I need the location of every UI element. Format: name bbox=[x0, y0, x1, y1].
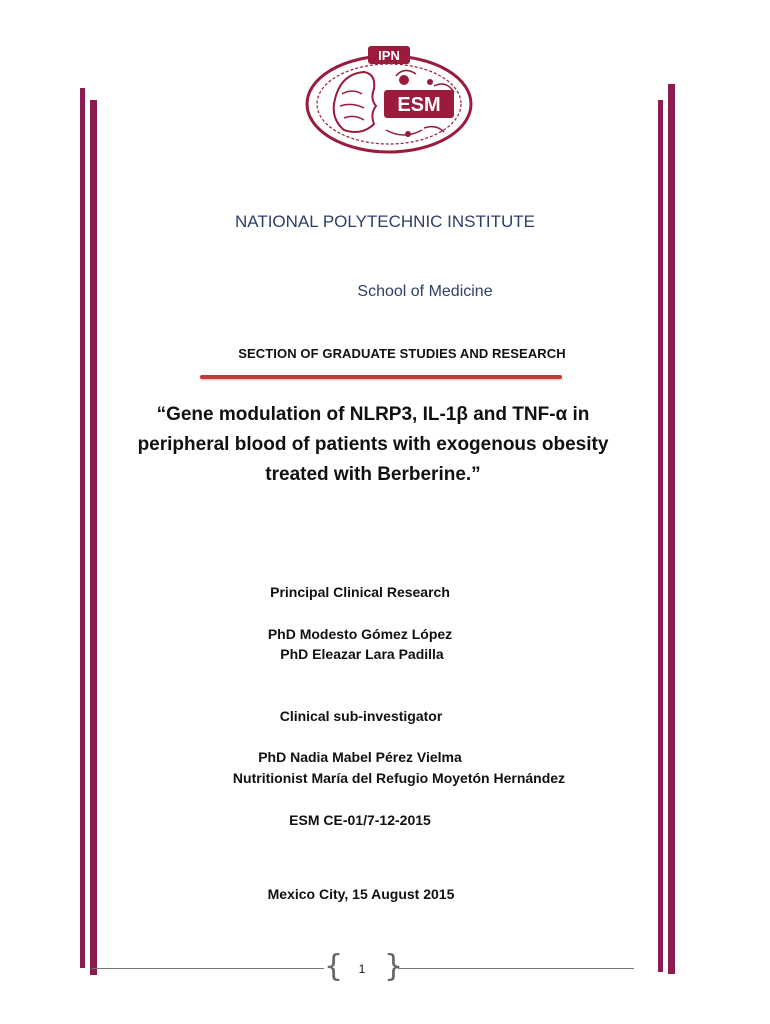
logo-ipn-text: IPN bbox=[378, 48, 400, 63]
footer-rule-right bbox=[398, 968, 634, 969]
footer-rule-left bbox=[92, 968, 324, 969]
principal-investigator-name: PhD Modesto Gómez López bbox=[267, 626, 453, 642]
page-number: 1 bbox=[358, 962, 366, 976]
section-divider bbox=[200, 375, 562, 379]
esm-ipn-logo bbox=[304, 44, 474, 154]
logo-esm-text: ESM bbox=[397, 94, 441, 116]
principal-investigator-name: PhD Eleazar Lara Padilla bbox=[280, 646, 444, 662]
institute-name: NATIONAL POLYTECHNIC INSTITUTE bbox=[234, 212, 536, 231]
section-heading: SECTION OF GRADUATE STUDIES AND RESEARCH bbox=[238, 346, 566, 361]
sub-investigator-label: Clinical sub-investigator bbox=[279, 708, 443, 724]
document-title: “Gene modulation of NLRP3, IL-1β and TNF-α in peripheral blood of patients with exogenous obesity treated with Berberine.” bbox=[137, 404, 609, 485]
footer-brace-left: { bbox=[324, 949, 344, 984]
principal-investigator-label: Principal Clinical Research bbox=[270, 584, 450, 600]
footer-brace-right: } bbox=[384, 949, 404, 984]
protocol-code: ESM CE-01/7-12-2015 bbox=[289, 812, 431, 828]
school-name: School of Medicine bbox=[357, 283, 493, 300]
place-and-date: Mexico City, 15 August 2015 bbox=[267, 886, 455, 902]
sub-investigator-name: PhD Nadia Mabel Pérez Vielma bbox=[258, 749, 462, 765]
sub-investigator-name: Nutritionist María del Refugio Moyetón Hernández bbox=[232, 770, 566, 786]
